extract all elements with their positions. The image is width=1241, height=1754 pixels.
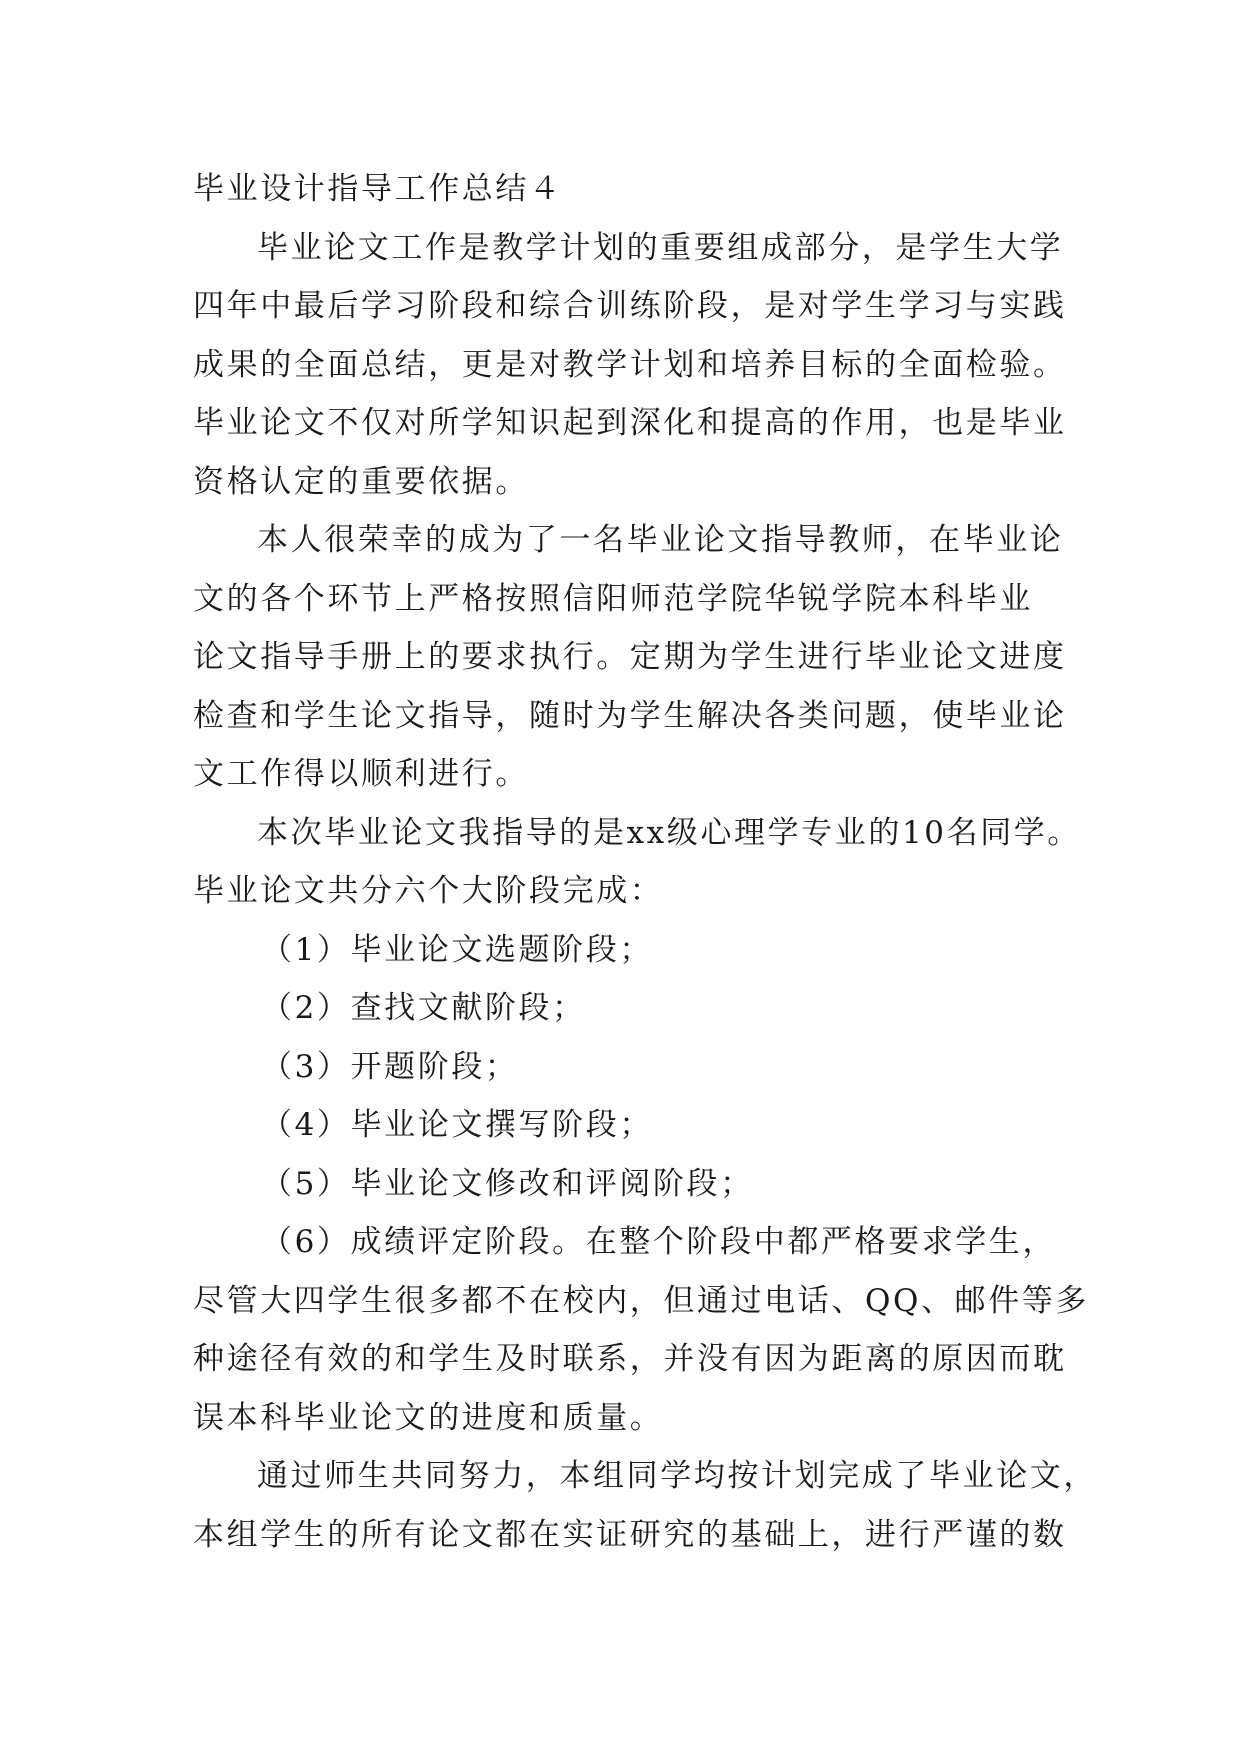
paragraph-line: 论文指导手册上的要求执行。定期为学生进行毕业论文进度 [193, 639, 1067, 675]
stage-item: （5）毕业论文修改和评阅阶段； [261, 1165, 754, 1202]
stage-item: （4）毕业论文撰写阶段； [261, 1107, 653, 1143]
paragraph-line: 四年中最后学习阶段和综合训练阶段，是对学生学习与实践 [193, 288, 1067, 324]
paragraph-line: 资格认定的重要依据。 [193, 463, 529, 500]
paragraph-line: 本组学生的所有论文都在实证研究的基础上，进行严谨的数 [193, 1516, 1067, 1553]
paragraph-line: 检查和学生论文指导，随时为学生解决各类问题，使毕业论 [193, 697, 1067, 734]
stage-list [193, 921, 1073, 1214]
stage-item: （2）查找文献阶段； [261, 990, 586, 1026]
paragraph-line: 本次毕业论文我指导的是xx级心理学专业的10名同学。 [257, 814, 1082, 851]
paragraph-line: 成果的全面总结，更是对教学计划和培养目标的全面检验。 [193, 346, 1067, 383]
paragraph-stages-intro [193, 804, 1082, 921]
document-body [193, 160, 1097, 1564]
paragraph-intro [193, 219, 1073, 512]
paragraph-line: 尽管大四学生很多都不在校内，但通过电话、QQ、邮件等多 [193, 1282, 1090, 1319]
document-title: 毕业设计指导工作总结４ [193, 171, 563, 207]
stage-item: （1）毕业论文选题阶段； [261, 931, 653, 968]
paragraph-line: 文的各个环节上严格按照信阳师范学院华锐学院本科毕业 [193, 580, 1033, 617]
paragraph-line: 毕业论文工作是教学计划的重要组成部分，是学生大学 [257, 229, 1064, 266]
paragraph-line: 通过师生共同努力，本组同学均按计划完成了毕业论文， [257, 1458, 1097, 1494]
stage-item: （6）成绩评定阶段。在整个阶段中都严格要求学生， [261, 1224, 1057, 1260]
paragraph-closing [193, 1447, 1097, 1564]
paragraph-line: 文工作得以顺利进行。 [193, 756, 529, 792]
paragraph-line: 毕业论文共分六个大阶段完成： [193, 873, 664, 909]
paragraph-supervisor [193, 511, 1073, 804]
paragraph-line: 误本科毕业论文的进度和质量。 [193, 1399, 664, 1436]
paragraph-line: 毕业论文不仅对所学知识起到深化和提高的作用，也是毕业 [193, 405, 1067, 441]
paragraph-line: 本人很荣幸的成为了一名毕业论文指导教师，在毕业论 [257, 522, 1064, 558]
stage-item: （3）开题阶段； [261, 1048, 519, 1085]
paragraph-stage-6 [193, 1213, 1090, 1447]
paragraph-line: 种途径有效的和学生及时联系，并没有因为距离的原因而耽 [193, 1341, 1067, 1377]
